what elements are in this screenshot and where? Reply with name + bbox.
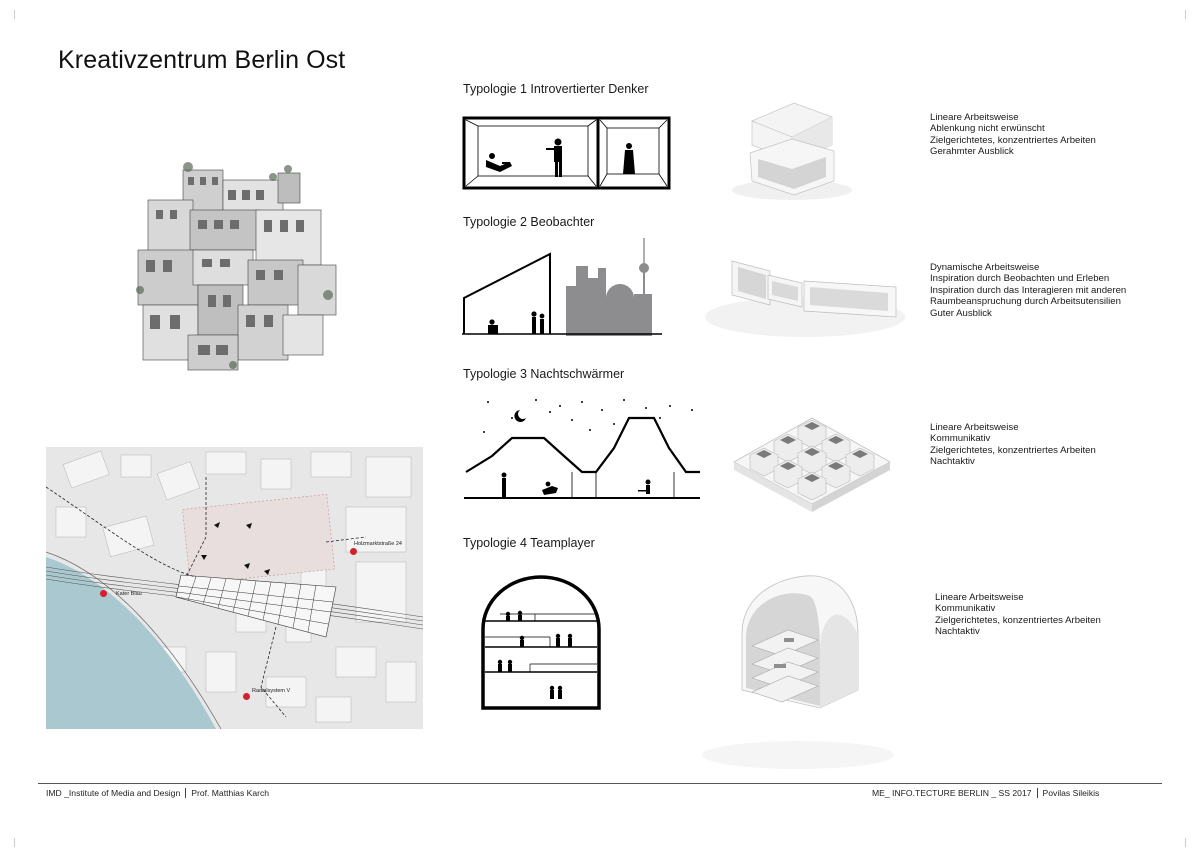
description-line: Guter Ausblick bbox=[930, 307, 992, 319]
description-line: Nachtaktiv bbox=[930, 456, 975, 468]
crop-mark bbox=[1185, 10, 1186, 19]
description-line: Lineare Arbeitsweise bbox=[930, 112, 1019, 123]
page-title: Kreativzentrum Berlin Ost bbox=[58, 46, 346, 74]
typology-1-title: Typologie 1 Introvertierter Denker bbox=[463, 82, 649, 96]
typology-4-description bbox=[935, 592, 1101, 638]
crop-mark bbox=[14, 838, 15, 847]
footer-author: Povilas Sileikis bbox=[1042, 788, 1100, 798]
footer-left bbox=[46, 788, 269, 798]
map-label-kater-blau: Kater Blau bbox=[116, 591, 142, 597]
typology-1-model bbox=[722, 95, 862, 205]
map-label-holzmarkt: Holzmarktstraße 24 bbox=[354, 541, 402, 547]
map-marker bbox=[350, 548, 357, 555]
description-line: Lineare Arbeitsweise bbox=[930, 422, 1019, 433]
footer-separator bbox=[1037, 788, 1038, 798]
description-line: Inspiration durch Beobachten und Erleben bbox=[930, 273, 1110, 285]
description-line: Zielgerichtetes, konzentriertes Arbeiten bbox=[935, 614, 1101, 626]
description-line: Lineare Arbeitsweise bbox=[935, 592, 1024, 603]
footer-divider bbox=[38, 783, 1162, 784]
typology-1-description bbox=[930, 112, 1096, 158]
description-line: Raumbeanspruchung durch Arbeitsutensilien bbox=[930, 296, 1121, 308]
typology-1-section bbox=[462, 116, 672, 190]
typology-4-model bbox=[698, 560, 898, 772]
typology-2-description bbox=[930, 262, 1126, 319]
map-marker bbox=[243, 693, 250, 700]
footer-professor: Prof. Matthias Karch bbox=[191, 788, 270, 798]
crop-mark bbox=[14, 10, 15, 19]
description-line: Kommunikativ bbox=[935, 603, 996, 615]
map-marker bbox=[100, 590, 107, 597]
description-line: Nachtaktiv bbox=[935, 626, 980, 638]
footer-institute: IMD _Institute of Media and Design bbox=[46, 788, 181, 798]
building-illustration bbox=[128, 155, 348, 385]
typology-4-section bbox=[480, 574, 604, 710]
typology-3-description bbox=[930, 422, 1096, 468]
footer-course: ME_ INFO.TECTURE BERLIN _ SS 2017 bbox=[872, 788, 1032, 798]
description-line: Ablenkung nicht erwünscht bbox=[930, 123, 1045, 135]
typology-3-title: Typologie 3 Nachtschwärmer bbox=[463, 367, 625, 381]
typology-4-title: Typologie 4 Teamplayer bbox=[463, 536, 595, 550]
site-map bbox=[46, 447, 423, 729]
map-label-radialsystem: Radialsystem V bbox=[252, 688, 291, 694]
crop-mark bbox=[1185, 838, 1186, 847]
typology-3-section bbox=[464, 398, 700, 502]
typology-2-title: Typologie 2 Beobachter bbox=[463, 215, 595, 229]
footer-separator bbox=[185, 788, 186, 798]
description-line: Dynamische Arbeitsweise bbox=[930, 262, 1040, 273]
description-line: Zielgerichtetes, konzentriertes Arbeiten bbox=[930, 134, 1096, 146]
description-line: Kommunikativ bbox=[930, 433, 991, 445]
description-line: Inspiration durch das Interagieren mit anderen bbox=[930, 284, 1127, 296]
typology-3-model bbox=[728, 400, 898, 515]
typology-2-section bbox=[462, 238, 662, 336]
description-line: Zielgerichtetes, konzentriertes Arbeiten bbox=[930, 444, 1096, 456]
footer-right bbox=[872, 788, 1099, 798]
description-line: Gerahmter Ausblick bbox=[930, 146, 1014, 158]
typology-2-model bbox=[700, 245, 910, 345]
